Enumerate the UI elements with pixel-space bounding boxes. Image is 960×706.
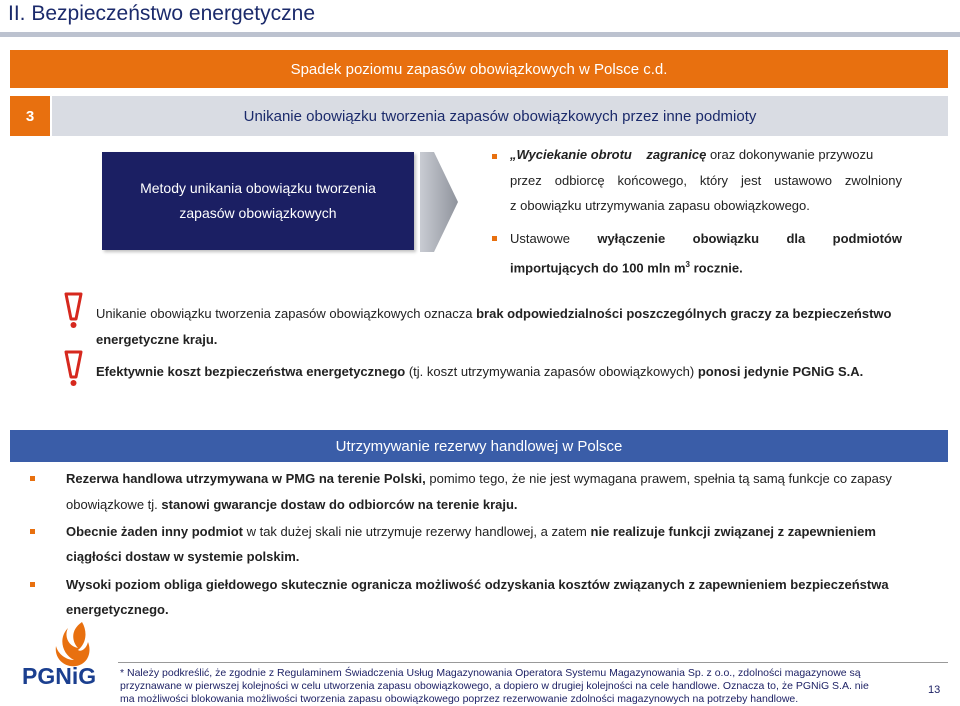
- footnote-divider: [118, 662, 948, 663]
- reserve-3-line2: energetycznego.: [66, 602, 169, 617]
- pgnig-logo: [18, 616, 118, 696]
- methods-box-line1: Metody unikania obowiązku tworzenia: [140, 180, 376, 196]
- section-number: 3: [10, 96, 50, 136]
- reserve-2-bold: Obecnie żaden inny podmiot: [66, 524, 243, 539]
- bullet-marker: [30, 476, 35, 481]
- subtitle-text: Spadek poziomu zapasów obowiązkowych w Polsce c.d.: [290, 60, 668, 78]
- word: który: [699, 173, 729, 188]
- reserve-1-l2-bold: stanowi gwarancje dostaw do odbiorców na terenie kraju.: [161, 497, 518, 512]
- page-title: II. Bezpieczeństwo energetyczne: [8, 2, 316, 25]
- footnote-line1: * Należy podkreślić, że zgodnie z Regulaminem Świadczenia Usług Magazynowania Operatora Systemu Magazynowania Sp. z o.o., zdolności magazynowe są: [120, 667, 861, 679]
- methods-box-line2: zapasów obowiązkowych: [179, 205, 337, 221]
- warning-2-bold: Efektywnie koszt bezpieczeństwa energetycznego: [96, 364, 406, 379]
- reserve-2-bold-2: nie realizuje funkcji związanej z zapewnieniem: [590, 524, 876, 539]
- reserve-1-line1: [66, 471, 892, 487]
- logo-text: PGNiG: [22, 663, 97, 689]
- warning-1-line2: energetyczne kraju.: [96, 332, 218, 347]
- word: wyłączenie: [597, 231, 666, 246]
- exclamation-icon: [62, 292, 86, 330]
- reserve-1-plain: pomimo tego, że nie jest wymagana prawem, spełnia tą samą funkcje co zapasy: [425, 471, 892, 486]
- exclamation-icon: [62, 350, 86, 388]
- title-divider: [0, 32, 960, 37]
- reserve-3-line1: Wysoki poziom obliga giełdowego skutecznie ogranicza możliwość odzyskania kosztów związanych z zapewnieniem bezpieczeństwa: [66, 577, 889, 592]
- page-number: 13: [928, 684, 941, 696]
- word: obowiązku: [692, 231, 760, 246]
- method-1-line2: [510, 173, 902, 189]
- section-heading-text: Unikanie obowiązku tworzenia zapasów obowiązkowych przez inne podmioty: [243, 107, 757, 125]
- reserve-1-line2: [66, 497, 518, 513]
- word: jest: [740, 173, 762, 188]
- method-1-bold-2: zagranicę: [646, 147, 707, 162]
- method-1-bold: „Wyciekanie obrotu: [510, 147, 632, 162]
- word: końcowego,: [617, 173, 687, 188]
- bullet-marker: [30, 582, 35, 587]
- subtitle-banner: [10, 50, 948, 88]
- reserve-2-plain: w tak dużej skali nie utrzymuje rezerwy handlowej, a zatem: [242, 524, 591, 539]
- word: zwolniony: [844, 173, 902, 188]
- reserve-banner-text: Utrzymywanie rezerwy handlowej w Polsce: [335, 437, 623, 455]
- word: dla: [786, 231, 806, 246]
- reserve-1-bold: Rezerwa handlowa utrzymywana w PMG na terenie Polski,: [66, 471, 426, 486]
- word: Ustawowe: [510, 231, 570, 246]
- bullet-marker: [30, 529, 35, 534]
- method-2-end: rocznie.: [690, 260, 743, 276]
- bullet-marker: [492, 154, 497, 159]
- method-2-line2: [510, 257, 743, 276]
- reserve-2-line1: [66, 524, 876, 540]
- bullet-marker: [492, 236, 497, 241]
- warning-1-plain: Unikanie obowiązku tworzenia zapasów obowiązkowych oznacza: [96, 306, 477, 321]
- warning-1-line1: [96, 306, 891, 322]
- section-heading: [52, 96, 948, 136]
- warning-1-bold: brak odpowiedzialności poszczególnych graczy za bezpieczeństwo: [476, 306, 892, 321]
- word: podmiotów: [832, 231, 902, 246]
- method-2-bold: importujących do 100 mln m: [510, 260, 686, 276]
- warning-2-plain: (tj. koszt utrzymywania zapasów obowiązkowych): [405, 364, 698, 379]
- reserve-banner: [10, 430, 948, 462]
- method-1-line1: [510, 147, 873, 163]
- word: odbiorcę: [554, 173, 605, 188]
- reserve-2-line2: ciągłości dostaw w systemie polskim.: [66, 549, 300, 564]
- footnote-line2: przyznawane w pierwszej kolejności w celu utworzenia zapasu obowiązkowego, a dopiero w drugiej kolejności na cele handlowe. Oznacza to, że PGNiG S.A. nie: [120, 680, 869, 692]
- methods-box: [102, 152, 414, 250]
- chevron-arrow-icon: [420, 152, 458, 252]
- word: ustawowo: [774, 173, 832, 188]
- method-2-sup: 3: [685, 260, 690, 269]
- method-1-plain: oraz dokonywanie przywozu: [709, 147, 874, 162]
- warning-2-bold-2: ponosi jedynie PGNiG S.A.: [697, 364, 864, 379]
- warning-2-line: [96, 364, 863, 380]
- method-1-line3: z obowiązku utrzymywania zapasu obowiązkowego.: [510, 198, 810, 213]
- method-2-line1: [510, 231, 902, 247]
- footnote-line3: ma możliwości blokowania możliwości tworzenia zapasu obowiązkowego poprzez rezerwowanie zdolności magazynowych na potrzeby handlowe.: [120, 693, 799, 705]
- reserve-1-l2-plain: obowiązkowe tj.: [66, 497, 162, 512]
- word: przez: [510, 173, 542, 188]
